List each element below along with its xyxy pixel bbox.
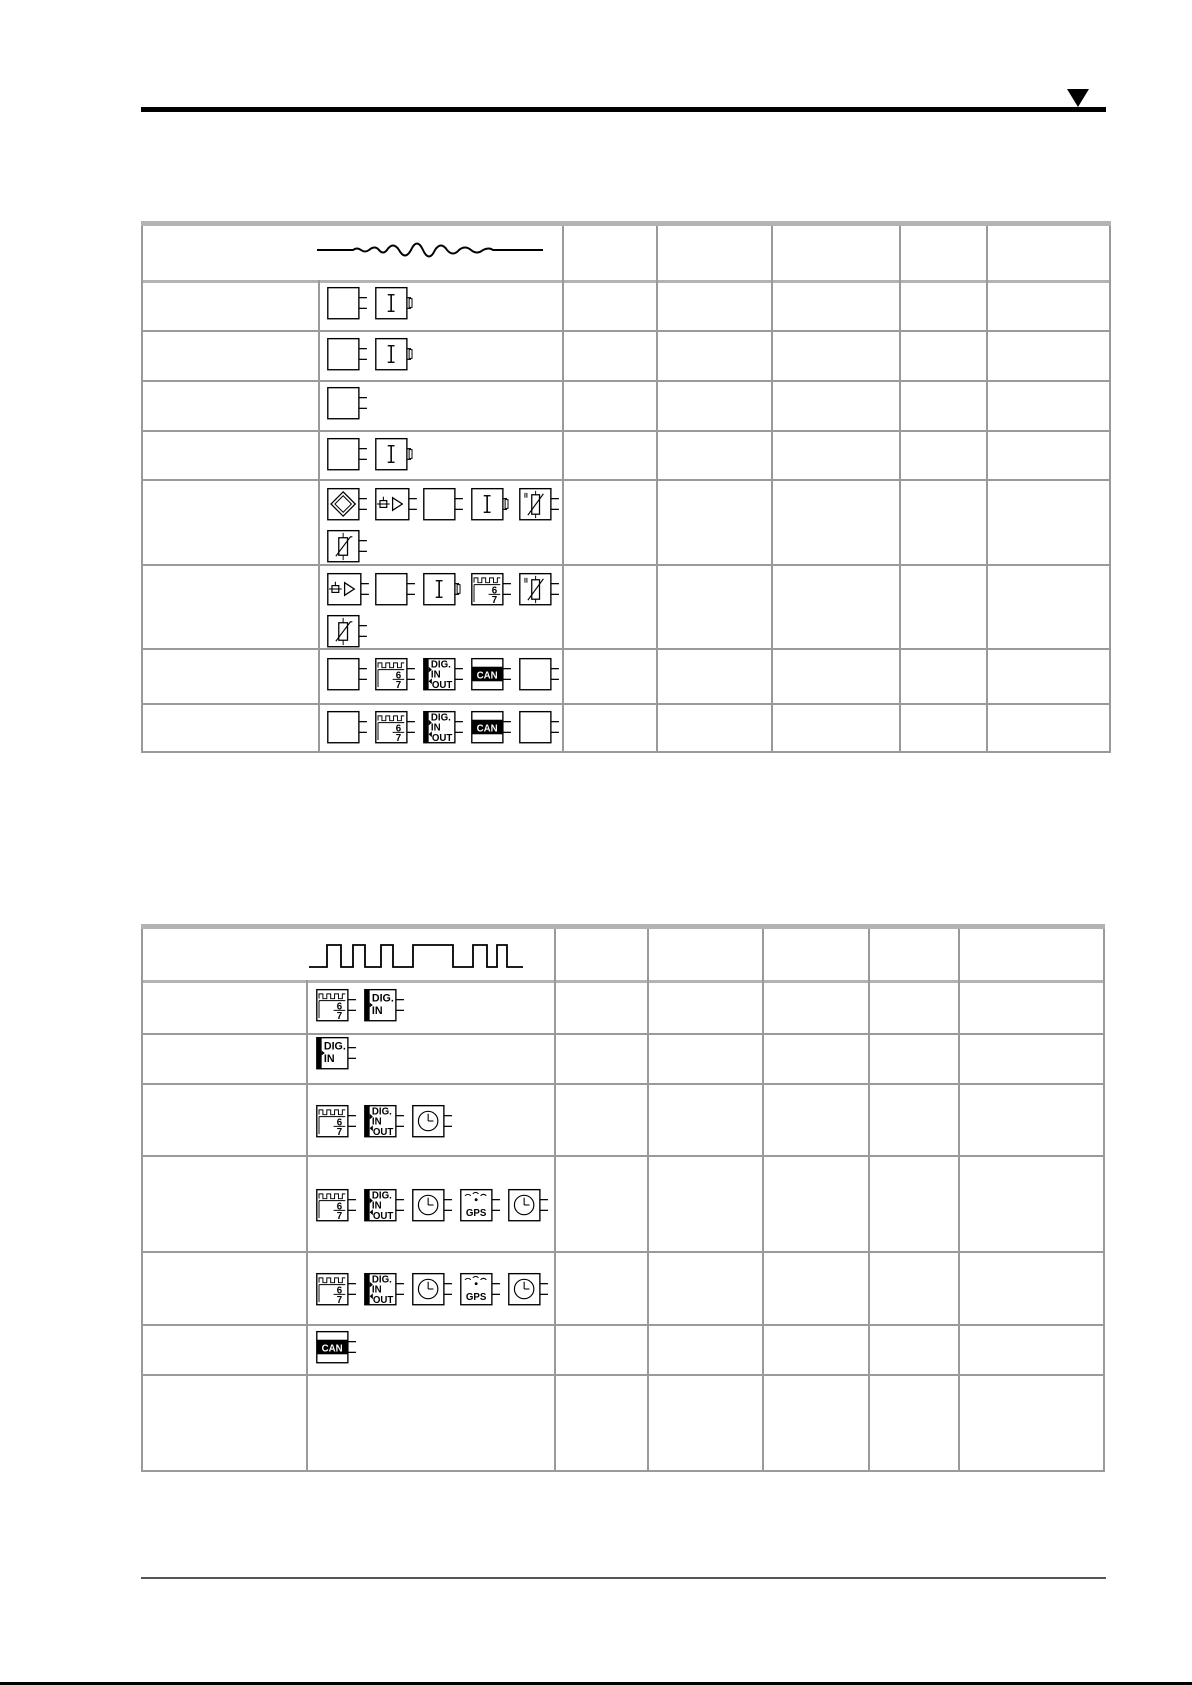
table-row [141, 980, 1105, 1033]
svg-text:DIG.: DIG. [430, 712, 451, 724]
svg-text:7: 7 [336, 1295, 343, 1307]
gps-icon [459, 1188, 503, 1222]
svg-text:6: 6 [395, 670, 402, 682]
digital-pulse-waveform-icon [309, 941, 531, 969]
module-box-icon [326, 286, 370, 320]
digital-channel-table [141, 924, 1105, 1470]
digital-in-out-icon [363, 1104, 407, 1138]
table-row [141, 430, 1111, 479]
module-box-icon [326, 386, 370, 420]
svg-text:IN: IN [371, 1284, 382, 1296]
svg-text:DIG.: DIG. [371, 1190, 392, 1202]
svg-text:OUT: OUT [372, 1295, 394, 1307]
module-box-icon [326, 337, 370, 371]
module-box-icon [518, 657, 562, 691]
svg-text:6: 6 [336, 1117, 343, 1129]
svg-text:IN: IN [371, 1005, 383, 1018]
analog-waveform-icon [317, 235, 543, 265]
digital-in-out-icon [422, 657, 466, 691]
counter-icon [374, 710, 418, 744]
svg-text:IN: IN [371, 1116, 382, 1128]
table-row [141, 380, 1111, 430]
rtd-icon [518, 487, 562, 521]
digital-in-icon [363, 988, 407, 1022]
table-row [141, 479, 1111, 564]
svg-text:DIG.: DIG. [430, 659, 451, 671]
counter-icon [470, 572, 514, 606]
amplifier-icon [374, 487, 418, 521]
digital-in-out-icon [363, 1188, 407, 1222]
svg-text:7: 7 [395, 733, 402, 745]
row-divider [141, 1470, 1105, 1472]
can-bus-icon [315, 1330, 359, 1364]
rtd-icon [518, 572, 562, 606]
table-row [141, 330, 1111, 380]
header-rule [141, 107, 1106, 112]
clock-icon [411, 1104, 455, 1138]
can-bus-icon [470, 657, 514, 691]
svg-text:DIG.: DIG. [323, 1040, 346, 1053]
row-divider [141, 751, 1111, 753]
digital-in-out-icon [422, 710, 466, 744]
footer-rule [141, 1577, 1106, 1579]
svg-text:IN: IN [430, 722, 441, 734]
counter-icon [315, 1188, 359, 1222]
svg-text:CAN: CAN [321, 1343, 343, 1355]
table-row [141, 1251, 1105, 1324]
svg-text:6: 6 [395, 723, 402, 735]
counter-icon [315, 988, 359, 1022]
svg-text:6: 6 [491, 585, 498, 597]
svg-text:GPS: GPS [465, 1292, 487, 1304]
table-row [141, 1324, 1105, 1374]
module-box-icon [326, 710, 370, 744]
svg-text:6: 6 [336, 1285, 343, 1297]
svg-text:7: 7 [395, 680, 402, 692]
svg-text:CAN: CAN [476, 670, 498, 682]
module-box-icon [422, 487, 466, 521]
module-box-icon [518, 710, 562, 744]
table-row [141, 703, 1111, 751]
svg-text:DIG.: DIG. [371, 1274, 392, 1286]
thermistor-icon [326, 614, 370, 648]
table-row [141, 1155, 1105, 1251]
svg-text:IN: IN [323, 1053, 335, 1066]
svg-text:CAN: CAN [476, 723, 498, 735]
digital-in-icon [315, 1036, 359, 1070]
module-box-icon [326, 437, 370, 471]
current-input-icon [422, 572, 466, 606]
svg-text:7: 7 [336, 1127, 343, 1139]
current-input-icon [374, 286, 418, 320]
clock-icon [411, 1188, 455, 1222]
down-triangle-icon [1067, 89, 1089, 107]
thermistor-icon [326, 529, 370, 563]
digital-in-out-icon [363, 1272, 407, 1306]
svg-text:7: 7 [336, 1211, 343, 1223]
svg-text:7: 7 [336, 1011, 343, 1023]
clock-icon [507, 1188, 551, 1222]
counter-icon [315, 1104, 359, 1138]
svg-text:IN: IN [430, 669, 441, 681]
bridge-sensor-icon [326, 487, 370, 521]
table-row [141, 1083, 1105, 1155]
current-input-icon [374, 337, 418, 371]
svg-text:OUT: OUT [372, 1127, 394, 1139]
svg-text:IN: IN [371, 1200, 382, 1212]
amplifier-icon [326, 572, 370, 606]
module-box-icon [374, 572, 418, 606]
can-bus-icon [470, 710, 514, 744]
counter-icon [315, 1272, 359, 1306]
svg-text:GPS: GPS [465, 1208, 487, 1220]
clock-icon [507, 1272, 551, 1306]
counter-icon [374, 657, 418, 691]
svg-text:OUT: OUT [431, 680, 453, 692]
table-top-band [141, 221, 1111, 226]
analog-channel-table [141, 221, 1111, 751]
table-row [141, 564, 1111, 648]
current-input-icon [374, 437, 418, 471]
table-row [141, 1374, 1105, 1470]
table-row [141, 648, 1111, 703]
svg-text:DIG.: DIG. [371, 992, 394, 1005]
svg-text:DIG.: DIG. [371, 1106, 392, 1118]
table-top-band [141, 924, 1105, 929]
svg-text:6: 6 [336, 1201, 343, 1213]
module-box-icon [326, 657, 370, 691]
table-row [141, 280, 1111, 330]
svg-text:OUT: OUT [431, 733, 453, 745]
current-input-icon [470, 487, 514, 521]
gps-icon [459, 1272, 503, 1306]
svg-text:7: 7 [491, 595, 498, 607]
clock-icon [411, 1272, 455, 1306]
svg-text:OUT: OUT [372, 1211, 394, 1223]
table-row [141, 1033, 1105, 1083]
svg-text:6: 6 [336, 1001, 343, 1013]
